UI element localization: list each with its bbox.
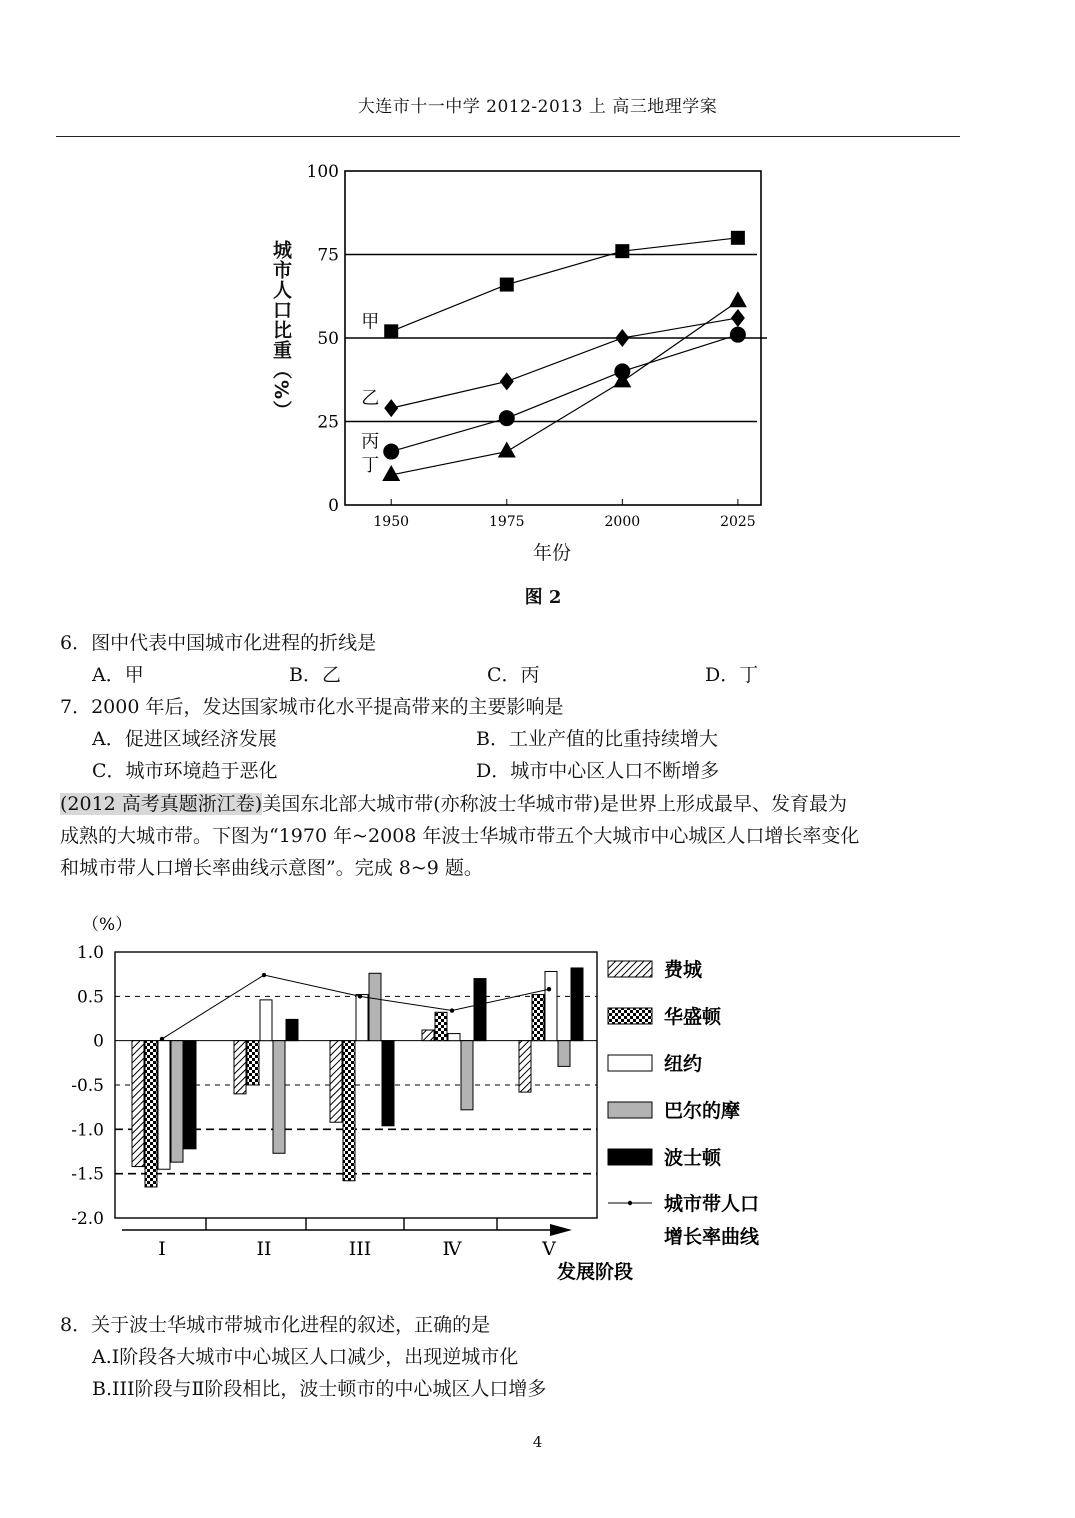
- bar-4-3: [474, 979, 486, 1041]
- x-axis-title: 发展阶段: [557, 1261, 634, 1283]
- series-label-3: 丁: [361, 454, 380, 476]
- document-header: 大连市十一中学 2012-2013 上 高三地理学案: [357, 97, 718, 117]
- category-label-1: II: [256, 1238, 272, 1260]
- q7-option-a: A．促进区域经济发展: [92, 728, 277, 750]
- x-tick-label-1975: 1975: [488, 514, 525, 530]
- x-axis-arrowhead: [550, 1224, 572, 1236]
- figure2-caption: 图 2: [524, 587, 562, 608]
- y-tick-label: -2.0: [71, 1209, 104, 1229]
- page-number: 4: [532, 1433, 543, 1451]
- category-label-4: V: [542, 1238, 556, 1260]
- q7-option-d: D．城市中心区人口不断增多: [476, 760, 720, 782]
- legend-line-dot: [628, 1201, 632, 1205]
- bar-1-1: [247, 1041, 259, 1085]
- figure2-ylabel: 城市人口比重（%）: [270, 240, 292, 421]
- intro-line-3: 和城市带人口增长率曲线示意图”。完成 8~9 题。: [60, 857, 483, 879]
- q8-option-a: A.Ⅰ阶段各大城市中心城区人口减少，出现逆城市化: [92, 1346, 519, 1368]
- category-label-2: III: [348, 1238, 372, 1260]
- data-point-0-1: [500, 278, 514, 292]
- bar-2-0: [158, 1041, 170, 1170]
- y-axis-unit: （%）: [82, 915, 133, 935]
- y-tick-label: 0: [93, 1031, 104, 1052]
- bar-0-1: [234, 1041, 246, 1094]
- legend-line-label-1: 城市带人口: [664, 1193, 760, 1215]
- y-tick-label-25: 25: [317, 412, 339, 433]
- series-label-1: 乙: [361, 388, 380, 410]
- y-tick-label: 0.5: [76, 987, 104, 1008]
- legend-line-label-2: 增长率曲线: [664, 1226, 760, 1248]
- bar-4-0: [184, 1041, 196, 1149]
- x-tick-label-2000: 2000: [604, 514, 641, 530]
- legend-label-2: 纽约: [664, 1053, 703, 1075]
- data-point-3-3: [729, 291, 747, 307]
- bar-3-4: [558, 1041, 570, 1067]
- bar-1-2: [343, 1041, 355, 1181]
- y-tick-label-0: 0: [328, 496, 339, 516]
- series-line-0: [391, 238, 738, 332]
- bar-2-4: [545, 972, 557, 1041]
- data-point-2-3: [730, 327, 746, 343]
- bar-3-0: [171, 1041, 183, 1162]
- data-point-2-1: [499, 410, 515, 426]
- legend-label-1: 华盛顿: [664, 1006, 722, 1028]
- y-tick-label-100: 100: [306, 162, 339, 182]
- y-tick-label: -1.0: [71, 1120, 104, 1141]
- bar-3-1: [273, 1041, 285, 1154]
- intro-line-2: 成熟的大城市带。下图为“1970 年~2008 年波士华城市带五个大城市中心城区人口增长率变化: [60, 825, 860, 847]
- bar-3-3: [461, 1041, 473, 1110]
- bar-2-3: [448, 1034, 460, 1041]
- figure2-line-chart: [250, 160, 790, 580]
- q8-option-b: B.III阶段与Ⅱ阶段相比，波士顿市的中心城区人口增多: [92, 1378, 547, 1400]
- bar-4-1: [286, 1019, 298, 1040]
- legend-label-3: 巴尔的摩: [664, 1100, 741, 1122]
- intro-line-1: [60, 788, 847, 820]
- legend-swatch-1: [608, 1008, 652, 1024]
- y-tick-label-75: 75: [317, 245, 339, 266]
- figure2-xlabel: 年份: [532, 542, 571, 564]
- x-tick-label-2025: 2025: [720, 514, 756, 530]
- q6-option-c: C．丙: [487, 664, 540, 686]
- growth-point-1: [262, 973, 266, 977]
- x-tick-label-1950: 1950: [373, 514, 410, 530]
- y-tick-label: 1.0: [76, 943, 104, 963]
- intro-line-1-text: 美国东北部大城市带(亦称波士华城市带)是世界上形成最早、发育最为: [262, 793, 848, 815]
- bar-2-1: [260, 1000, 272, 1041]
- category-label-0: I: [158, 1238, 166, 1260]
- y-tick-label-50: 50: [317, 329, 339, 349]
- growth-point-4: [547, 987, 551, 991]
- growth-point-2: [358, 994, 362, 998]
- data-point-1-1: [500, 372, 514, 390]
- data-point-2-0: [383, 444, 399, 460]
- data-point-3-0: [382, 465, 400, 481]
- q6-option-b: B．乙: [289, 664, 341, 686]
- legend-swatch-4: [608, 1149, 652, 1165]
- legend-label-4: 波士顿: [664, 1147, 722, 1169]
- growth-point-0: [160, 1037, 164, 1041]
- data-point-1-3: [731, 309, 745, 327]
- q6-option-d: D．丁: [705, 664, 759, 686]
- bar-1-4: [532, 995, 544, 1041]
- bar-4-2: [382, 1041, 394, 1126]
- q7-stem: 7．2000 年后，发达国家城市化水平提高带来的主要影响是: [60, 696, 564, 718]
- bar-0-0: [132, 1041, 144, 1167]
- y-tick-label: -0.5: [71, 1076, 104, 1096]
- bar-chart: [60, 908, 800, 1290]
- category-label-3: Ⅳ: [442, 1238, 462, 1260]
- q6-option-a: A．甲: [92, 664, 144, 686]
- q7-option-b: B．工业产值的比重持续增大: [476, 728, 718, 750]
- data-point-0-2: [615, 244, 629, 258]
- bar-0-2: [330, 1041, 342, 1123]
- bar-0-3: [422, 1030, 434, 1041]
- series-label-2: 丙: [361, 431, 380, 453]
- data-point-0-0: [384, 324, 398, 338]
- legend-label-0: 费城: [664, 959, 703, 981]
- data-point-1-0: [384, 399, 398, 417]
- series-label-0: 甲: [361, 311, 380, 333]
- bar-4-4: [571, 968, 583, 1041]
- data-point-0-3: [731, 231, 745, 245]
- legend-swatch-2: [608, 1055, 652, 1071]
- series-line-2: [391, 335, 738, 452]
- bar-2-2: [356, 995, 368, 1041]
- figure2-ylabel-box: [268, 240, 298, 440]
- bar-1-0: [145, 1041, 157, 1187]
- data-point-3-1: [498, 442, 516, 458]
- y-tick-label: -1.5: [71, 1164, 104, 1185]
- growth-point-3: [450, 1008, 454, 1012]
- bar-3-2: [369, 973, 381, 1040]
- legend-swatch-3: [608, 1102, 652, 1118]
- q7-option-c: C．城市环境趋于恶化: [92, 760, 278, 782]
- bar-1-3: [435, 1012, 447, 1040]
- q8-stem: 8．关于波士华城市带城市化进程的叙述，正确的是: [60, 1314, 491, 1336]
- intro-source-tag: (2012 高考真题浙江卷): [60, 793, 263, 815]
- legend-swatch-0: [608, 961, 652, 977]
- data-point-1-2: [615, 329, 629, 347]
- header-rule: [56, 136, 960, 137]
- q6-stem: 6．图中代表中国城市化进程的折线是: [60, 632, 377, 654]
- bar-0-4: [519, 1041, 531, 1092]
